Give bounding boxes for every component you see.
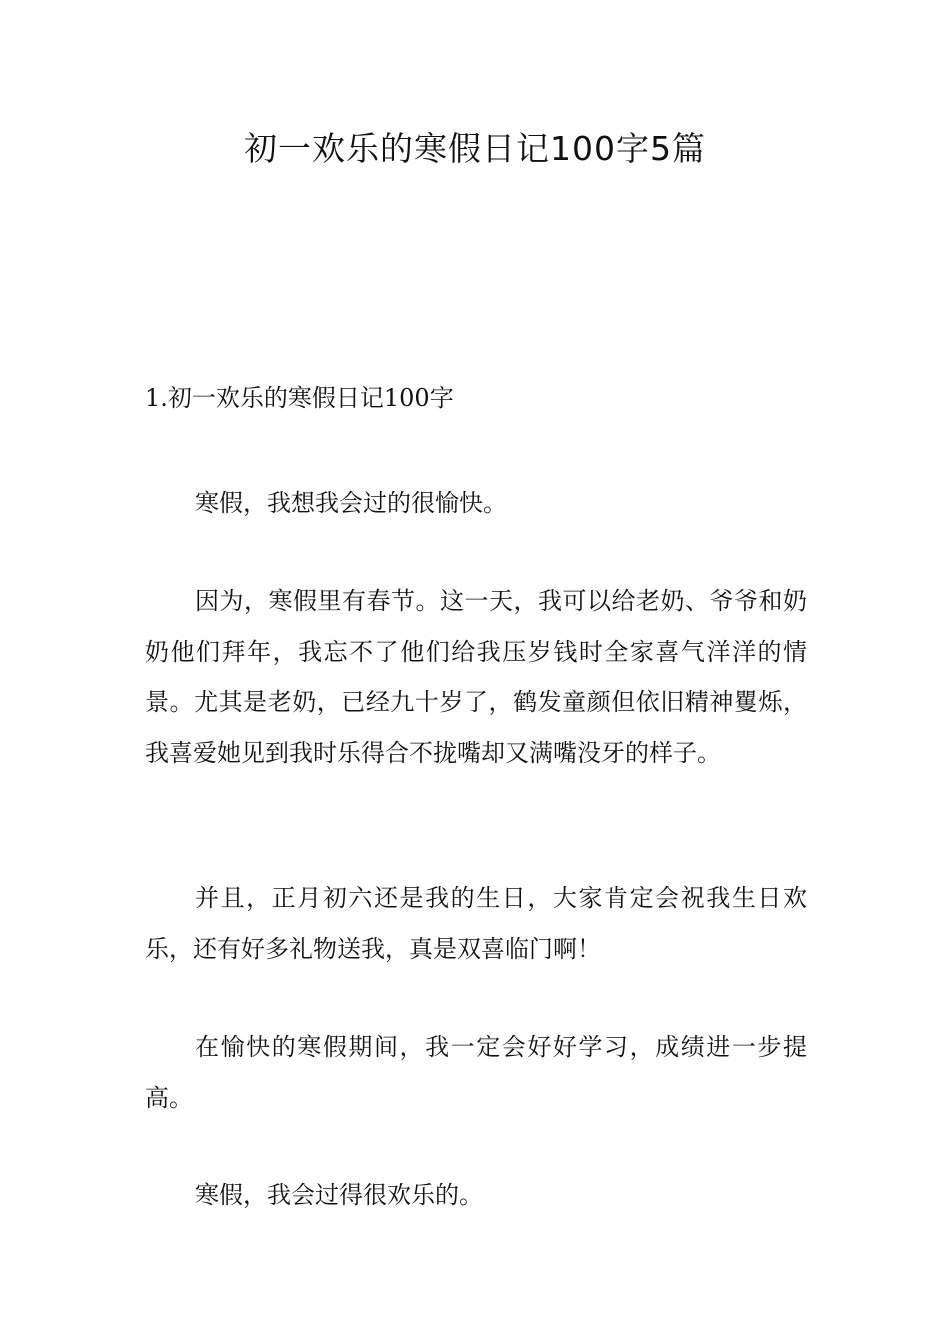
- paragraph-4: 在愉快的寒假期间，我一定会好好学习，成绩进一步提高。: [145, 1033, 807, 1112]
- paragraph-2: 因为，寒假里有春节。这一天，我可以给老奶、爷爷和奶奶他们拜年，我忘不了他们给我压岁钱时全家喜气洋洋的情景。尤其是老奶，已经九十岁了，鹤发童颜但依旧精神矍烁，我喜爱她见到我时乐得合不拢嘴却又满嘴没牙的样子。: [145, 587, 807, 767]
- paragraph-1: 寒假，我想我会过的很愉快。: [195, 489, 507, 517]
- paragraph-5: 寒假，我会过得很欢乐的。: [195, 1181, 483, 1209]
- section-heading: 1.初一欢乐的寒假日记100字: [145, 384, 454, 412]
- document-title: 初一欢乐的寒假日记100字5篇: [244, 129, 706, 168]
- paragraph-3: 并且，正月初六还是我的生日，大家肯定会祝我生日欢乐，还有好多礼物送我，真是双喜临门啊！: [145, 884, 807, 963]
